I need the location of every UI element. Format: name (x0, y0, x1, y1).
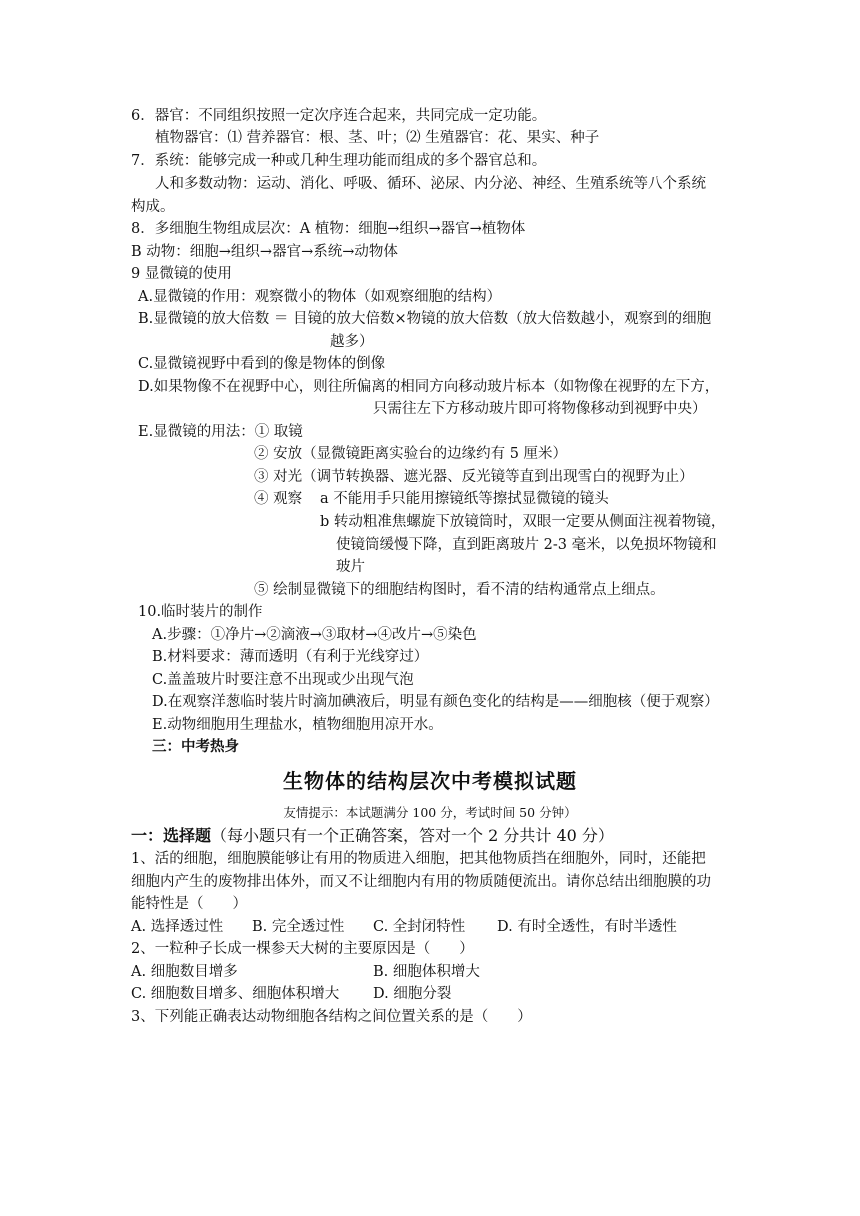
text-line: A.步骤：①净片→②滴液→③取材→④改片→⑤染色 (152, 627, 477, 643)
text-line: D.如果物像不在视野中心，则往所偏离的相同方向移动玻片标本（如物像在视野的左下方， (138, 379, 720, 395)
question-text: 3、下列能正确表达动物细胞各结构之间位置关系的是（ ） (131, 1009, 532, 1025)
option-a: A. 选择透过性 (131, 919, 224, 935)
text-line: 玻片 (336, 559, 365, 575)
text-line: 6．器官：不同组织按照一定次序连合起来，共同完成一定功能。 (131, 108, 547, 124)
text-line: ④ 观察 (254, 491, 303, 507)
text-line: 10.临时装片的制作 (138, 604, 263, 620)
text-line: B 动物：细胞→组织→器官→系统→动物体 (131, 244, 398, 260)
text-line: E.显微镜的用法：① 取镜 (138, 424, 303, 440)
text-line: 构成。 (131, 199, 175, 215)
text-line: A.显微镜的作用：观察微小的物体（如观察细胞的结构） (138, 289, 502, 305)
text-line: 9 显微镜的使用 (131, 266, 232, 282)
section-note: （每小题只有一个正确答案，答对一个 2 分共计 40 分） (211, 826, 614, 845)
text-line: E.动物细胞用生理盐水，植物细胞用凉开水。 (152, 717, 443, 733)
exam-title: 生物体的结构层次中考模拟试题 (283, 769, 577, 793)
option-d: D. 细胞分裂 (373, 986, 452, 1002)
text-line: ③ 对光（调节转换器、遮光器、反光镜等直到出现雪白的视野为止） (254, 469, 694, 485)
option-c: C. 全封闭特性 (373, 919, 466, 935)
question-text: 2、一粒种子长成一棵参天大树的主要原因是（ ） (131, 941, 474, 957)
text-line: C.显微镜视野中看到的像是物体的倒像 (138, 356, 386, 372)
text-line: 人和多数动物：运动、消化、呼吸、循环、泌尿、内分泌、神经、生殖系统等八个系统 (155, 176, 706, 192)
section-label: 一：选择题 (131, 826, 212, 845)
text-line: 8．多细胞生物组成层次：A 植物：细胞→组织→器官→植物体 (131, 221, 526, 237)
exam-tip: 友情提示：本试题满分 100 分，考试时间 50 分钟） (283, 805, 577, 820)
text-line: B.显微镜的放大倍数 ＝ 目镜的放大倍数×物镜的放大倍数（放大倍数越小，观察到的细胞 (138, 311, 712, 327)
text-line: ⑤ 绘制显微镜下的细胞结构图时，看不清的结构通常点上细点。 (254, 582, 665, 598)
text-line: B.材料要求：薄而透明（有利于光线穿过） (152, 649, 429, 665)
text-line: 7．系统：能够完成一种或几种生理功能而组成的多个器官总和。 (131, 153, 547, 169)
question-text: 细胞内产生的废物排出体外，而又不让细胞内有用的物质随便流出。请你总结出细胞膜的功 (131, 874, 711, 890)
text-line: a 不能用手只能用擦镜纸等擦拭显微镜的镜头 (320, 491, 609, 507)
section-title (131, 825, 614, 847)
option-d: D. 有时全透性，有时半透性 (497, 919, 677, 935)
section-heading: 三：中考热身 (152, 738, 239, 755)
option-b: B. 完全透过性 (252, 919, 345, 935)
text-line: D.在观察洋葱临时装片时滴加碘液后，明显有颜色变化的结构是——细胞核（便于观察） (152, 694, 719, 710)
option-b: B. 细胞体积增大 (373, 964, 480, 980)
text-line: 使镜筒缓慢下降，直到距离玻片 2-3 毫米，以免损坏物镜和 (336, 537, 717, 553)
question-text: 能特性是（ ） (131, 896, 247, 912)
text-line: 越多） (330, 334, 374, 350)
text-line: C.盖盖玻片时要注意不出现或少出现气泡 (152, 672, 414, 688)
text-line: ② 安放（显微镜距离实验台的边缘约有 5 厘米） (254, 446, 568, 462)
text-line: 只需往左下方移动玻片即可将物像移动到视野中央） (373, 401, 707, 417)
option-a: A. 细胞数目增多 (131, 964, 238, 980)
text-line: b 转动粗准焦螺旋下放镜筒时，双眼一定要从侧面注视着物镜， (320, 514, 726, 530)
option-c: C. 细胞数目增多、细胞体积增大 (131, 986, 340, 1002)
question-text: 1、活的细胞，细胞膜能够让有用的物质进入细胞，把其他物质挡在细胞外，同时，还能把 (131, 851, 706, 867)
text-line: 植物器官：⑴ 营养器官：根、茎、叶；⑵ 生殖器官：花、果实、种子 (155, 130, 600, 146)
